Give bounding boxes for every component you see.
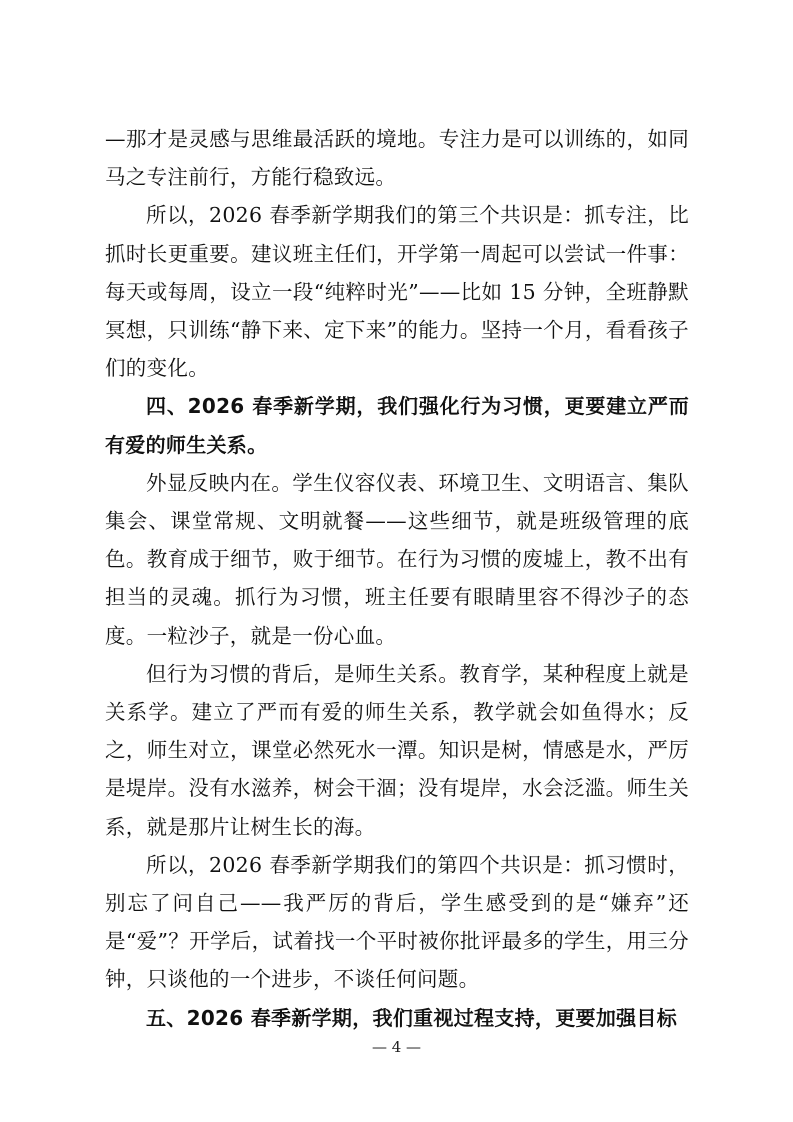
section-heading-four: 四、2026 春季新学期，我们强化行为习惯，更要建立严而有爱的师生关系。 bbox=[105, 394, 689, 457]
paragraph-teacher-student-relationship: 但行为习惯的背后，是师生关系。教育学，某种程度上就是关系学。建立了严而有爱的师生关系，教学就会如鱼得水；反之，师生对立，课堂必然死水一潭。知识是树，情感是水，严厉是堤岸。没有水滋养，树会干涸；没有堤岸，水会泛滥。师生关系，就是那片让树生长的海。 bbox=[105, 661, 689, 839]
section-heading-five: 五、2026 春季新学期，我们重视过程支持，更要加强目标 bbox=[146, 1005, 678, 1030]
document-body bbox=[105, 120, 689, 1037]
paragraph-third-consensus: 所以，2026 春季新学期我们的第三个共识是：抓专注，比抓时长更重要。建议班主任们，开学第一周起可以尝试一件事：每天或每周，设立一段“纯粹时光”——比如 15 分钟，全班静默冥想，只训练“静下来、定下来”的能力。坚持一个月，看看孩子们的变化。 bbox=[105, 203, 689, 381]
page-number: — 4 — bbox=[371, 1038, 422, 1056]
paragraph-fourth-consensus: 所以，2026 春季新学期我们的第四个共识是：抓习惯时，别忘了问自己——我严厉的背后，学生感受到的是“嫌弃”还是“爱”？开学后，试着找一个平时被你批评最多的学生，用三分钟，只谈他的一个进步，不谈任何问题。 bbox=[105, 852, 689, 992]
paragraph-continued: —那才是灵感与思维最活跃的境地。专注力是可以训练的，如同马之专注前行，方能行稳致远。 bbox=[105, 127, 689, 190]
paragraph-behavior-habits: 外显反映内在。学生仪容仪表、环境卫生、文明语言、集队集会、课堂常规、文明就餐——这些细节，就是班级管理的底色。教育成于细节，败于细节。在行为习惯的废墟上，教不出有担当的灵魂。抓行为习惯，班主任要有眼睛里容不得沙子的态度。一粒沙子，就是一份心血。 bbox=[105, 470, 689, 648]
